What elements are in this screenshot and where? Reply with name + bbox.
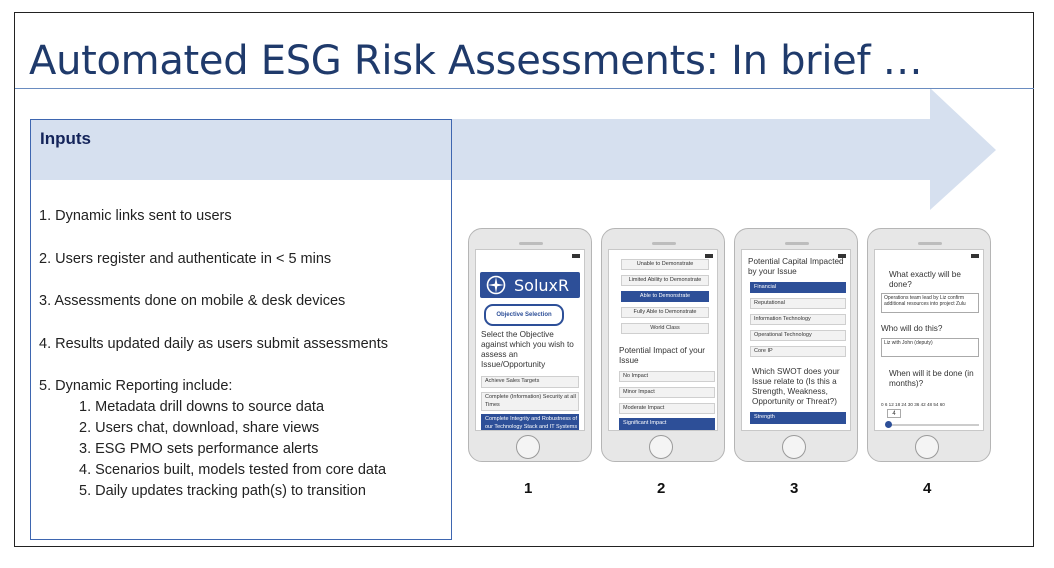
answer-selected[interactable]: Strength (750, 412, 846, 424)
phone-mockup-3 (734, 228, 858, 462)
option-item-selected[interactable]: Complete Integrity and Robustness of our Technology Stack and IT Systems (481, 414, 579, 431)
option-item-selected[interactable]: Able to Demonstrate (621, 291, 709, 302)
option-item[interactable]: No Impact (619, 371, 715, 382)
phone-screen (475, 249, 585, 431)
option-item[interactable]: Operational Technology (750, 330, 846, 341)
list-item: 5. Dynamic Reporting include: (39, 378, 233, 394)
home-button (516, 435, 540, 459)
sub-list-item: 4. Scenarios built, models tested from core data (79, 462, 387, 478)
option-item[interactable]: Complete (Information) Security at all Times (481, 392, 579, 411)
option-item[interactable]: Moderate Impact (619, 403, 715, 414)
question-text: Potential Capital Impacted by your Issue (748, 257, 844, 276)
title-divider (15, 88, 1034, 89)
phone-speaker (652, 242, 676, 245)
question-text: Potential Impact of your Issue (619, 346, 706, 365)
option-item-selected[interactable]: Significant Impact (619, 418, 715, 430)
sub-list-item: 2. Users chat, download, share views (79, 420, 320, 436)
phone-mockup-1 (468, 228, 592, 462)
slide-title: Automated ESG Risk Assessments: In brief … (29, 38, 923, 84)
option-item[interactable]: Minor Impact (619, 387, 715, 398)
phone-screen (741, 249, 851, 431)
option-item[interactable]: Limited Ability to Demonstrate (621, 275, 709, 286)
compass-icon (486, 275, 506, 295)
question-text: Which SWOT does your Issue relate to (Is this a Strength, Weakness, Opportunity or Threat?) (752, 367, 840, 406)
option-item-selected[interactable]: Financial (750, 282, 846, 293)
answer-field[interactable]: Liz with John (deputy) (881, 338, 979, 357)
step-number-4: 4 (923, 480, 932, 497)
list-item: 4. Results updated daily as users submit assessments (39, 336, 388, 352)
option-item[interactable]: Information Technology (750, 314, 846, 325)
home-button (915, 435, 939, 459)
objective-selection-button[interactable]: Objective Selection (484, 304, 564, 326)
phone-speaker (785, 242, 809, 245)
slider-handle[interactable] (885, 421, 892, 428)
phone-speaker (519, 242, 543, 245)
option-item[interactable]: Unable to Demonstrate (621, 259, 709, 270)
soluxr-logo: SoluxR (480, 272, 580, 298)
slider-track[interactable] (887, 424, 979, 426)
question-text: Select the Objective against which you wish to assess an Issue/Opportunity (481, 330, 574, 369)
home-button (649, 435, 673, 459)
phone-mockup-4 (867, 228, 991, 462)
step-number-2: 2 (657, 480, 666, 497)
option-item[interactable]: Achieve Sales Targets (481, 376, 579, 388)
question-text: What exactly will be done? (889, 270, 961, 289)
list-item: 1. Dynamic links sent to users (39, 208, 232, 224)
status-bar (879, 253, 979, 259)
question-text: Who will do this? (881, 324, 943, 333)
option-item[interactable]: World Class (621, 323, 709, 334)
question-text: When will it be done (in months)? (889, 369, 974, 388)
sub-list-item: 5. Daily updates tracking path(s) to transition (79, 483, 366, 499)
home-button (782, 435, 806, 459)
step-number-1: 1 (524, 480, 533, 497)
list-item: 2. Users register and authenticate in < 5 mins (39, 251, 332, 267)
inputs-heading: Inputs (40, 129, 91, 148)
phone-screen (874, 249, 984, 431)
list-item: 3. Assessments done on mobile & desk devices (39, 293, 346, 309)
option-item[interactable]: Reputational (750, 298, 846, 309)
sub-list-item: 1. Metadata drill downs to source data (79, 399, 325, 415)
phone-speaker (918, 242, 942, 245)
answer-field[interactable]: Operations team lead by Liz confirm additional resources into project Zulu (881, 293, 979, 313)
option-item[interactable]: Fully Able to Demonstrate (621, 307, 709, 318)
phone-screen (608, 249, 718, 431)
slider-scale: 0 6 12 18 24 30 36 42 48 54 60 (881, 402, 945, 407)
phone-mockup-2 (601, 228, 725, 462)
slider-value[interactable]: 4 (887, 409, 901, 418)
step-number-3: 3 (790, 480, 799, 497)
sub-list-item: 3. ESG PMO sets performance alerts (79, 441, 319, 457)
option-item[interactable]: Core IP (750, 346, 846, 357)
status-bar (480, 253, 580, 259)
